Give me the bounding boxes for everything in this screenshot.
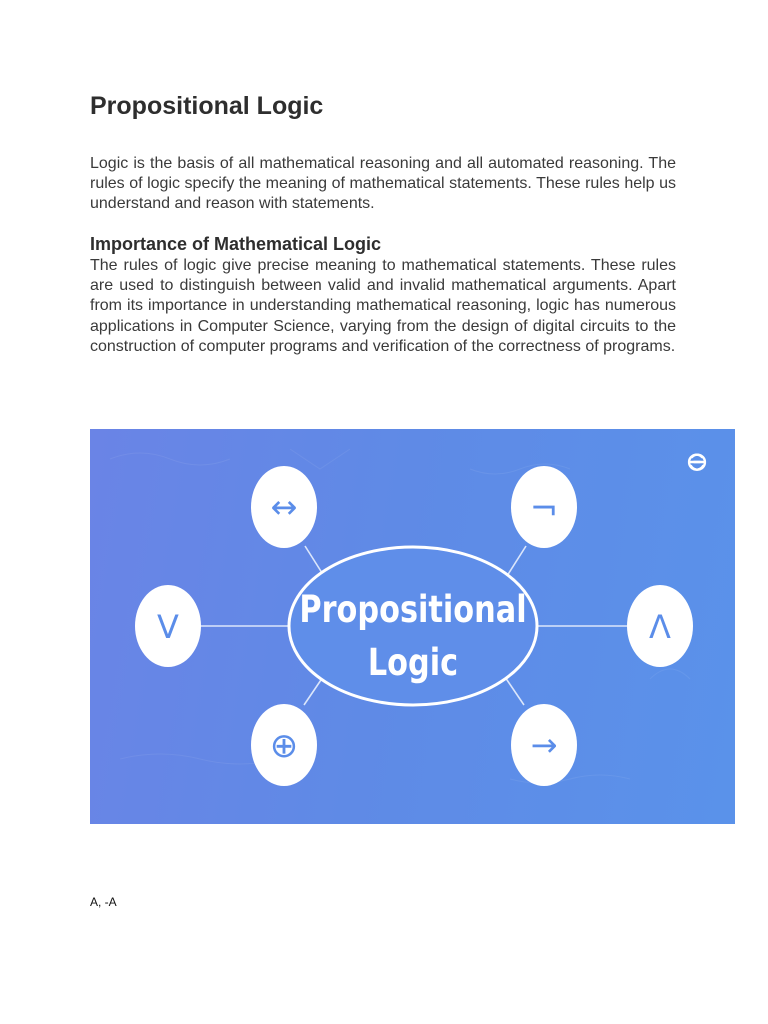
section-paragraph: The rules of logic give precise meaning to mathematical statements. These rules are used to distinguish between valid and invalid mathematical arguments. Apart from its importance in understanding mathematical reasoning, logic has numerous applications in Computer Science, varying from the design of digital circuits to the construction of computer programs and verification of the correctness of programs. [90,257,676,355]
bubble-exclusive-or [251,704,317,786]
propositional-logic-figure [90,429,735,824]
connector-implication [505,677,524,705]
gfg-logo-icon [689,455,705,470]
implication-icon: → [530,726,558,764]
footer-note: A, -A [90,895,117,909]
negation-icon: ¬ [529,489,559,529]
center-label-line2: Logic [367,641,459,684]
bubble-disjunction [135,585,201,667]
connector-negation [507,546,526,576]
conjunction-icon: Λ [649,608,671,646]
page-title: Propositional Logic [90,92,324,120]
center-label-line1: Propositional [299,588,527,631]
bubble-biconditional [251,466,317,548]
exclusive-or-icon: ⊕ [269,726,299,766]
intro-paragraph: Logic is the basis of all mathematical reasoning and all automated reasoning. The rules of logic specify the meaning of mathematical statements. These rules help us understand and reason with statements. [90,155,676,213]
disjunction-icon: V [157,608,179,646]
bubble-implication [511,704,577,786]
section-heading: Importance of Mathematical Logic [90,234,382,254]
biconditional-icon: ↔ [270,488,298,526]
figure-svg [90,429,735,824]
bubble-conjunction [627,585,693,667]
connector-exclusive-or [304,677,323,705]
bubble-negation [511,466,577,548]
